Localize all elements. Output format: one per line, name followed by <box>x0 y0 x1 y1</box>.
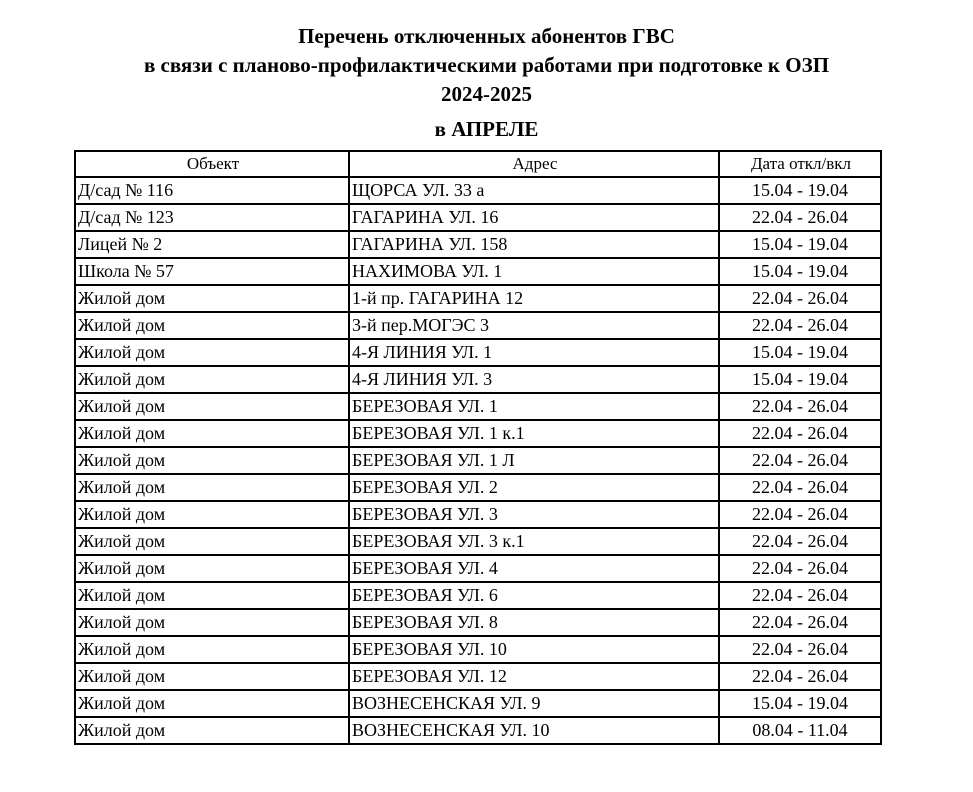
cell-object: Жилой дом <box>75 447 349 474</box>
table-row <box>75 393 881 420</box>
cell-date: 22.04 - 26.04 <box>719 420 881 447</box>
cell-date: 22.04 - 26.04 <box>719 447 881 474</box>
document-title-line-2: в связи с планово-профилактическими работами при подготовке к ОЗП <box>143 53 830 77</box>
cell-object: Жилой дом <box>75 393 349 420</box>
cell-address: БЕРЕЗОВАЯ УЛ. 1 к.1 <box>349 420 719 447</box>
table-row <box>75 177 881 204</box>
document-title-line-1: Перечень отключенных абонентов ГВС <box>298 24 675 48</box>
cell-object: Жилой дом <box>75 663 349 690</box>
table-row <box>75 447 881 474</box>
cell-date: 15.04 - 19.04 <box>719 690 881 717</box>
document-month-heading: в АПРЕЛЕ <box>434 117 539 141</box>
cell-date: 22.04 - 26.04 <box>719 474 881 501</box>
cell-date: 08.04 - 11.04 <box>719 717 881 744</box>
cell-address: ВОЗНЕСЕНСКАЯ УЛ. 9 <box>349 690 719 717</box>
cell-address: 3-й пер.МОГЭС 3 <box>349 312 719 339</box>
cell-address: ВОЗНЕСЕНСКАЯ УЛ. 10 <box>349 717 719 744</box>
cell-address: БЕРЕЗОВАЯ УЛ. 10 <box>349 636 719 663</box>
cell-object: Школа № 57 <box>75 258 349 285</box>
table-row <box>75 582 881 609</box>
cell-address: БЕРЕЗОВАЯ УЛ. 6 <box>349 582 719 609</box>
table-row <box>75 231 881 258</box>
cell-date: 22.04 - 26.04 <box>719 393 881 420</box>
cell-address: БЕРЕЗОВАЯ УЛ. 3 к.1 <box>349 528 719 555</box>
cell-object: Жилой дом <box>75 366 349 393</box>
table-row <box>75 636 881 663</box>
table-row <box>75 204 881 231</box>
cell-address: ЩОРСА УЛ. 33 а <box>349 177 719 204</box>
cell-address: БЕРЕЗОВАЯ УЛ. 4 <box>349 555 719 582</box>
cell-address: БЕРЕЗОВАЯ УЛ. 1 Л <box>349 447 719 474</box>
cell-object: Д/сад № 116 <box>75 177 349 204</box>
cell-date: 22.04 - 26.04 <box>719 663 881 690</box>
table-row <box>75 312 881 339</box>
cell-address: БЕРЕЗОВАЯ УЛ. 12 <box>349 663 719 690</box>
table-row <box>75 339 881 366</box>
cell-object: Жилой дом <box>75 312 349 339</box>
cell-address: 1-й пр. ГАГАРИНА 12 <box>349 285 719 312</box>
cell-date: 15.04 - 19.04 <box>719 258 881 285</box>
cell-object: Жилой дом <box>75 420 349 447</box>
cell-address: 4-Я ЛИНИЯ УЛ. 3 <box>349 366 719 393</box>
cell-address: НАХИМОВА УЛ. 1 <box>349 258 719 285</box>
table-row <box>75 663 881 690</box>
cell-object: Жилой дом <box>75 717 349 744</box>
table-row <box>75 285 881 312</box>
cell-object: Жилой дом <box>75 474 349 501</box>
table-row <box>75 420 881 447</box>
cell-object: Жилой дом <box>75 636 349 663</box>
cell-object: Жилой дом <box>75 609 349 636</box>
cell-date: 22.04 - 26.04 <box>719 204 881 231</box>
cell-object: Жилой дом <box>75 285 349 312</box>
column-header-object: Объект <box>75 151 349 177</box>
column-header-address: Адрес <box>349 151 719 177</box>
cell-date: 15.04 - 19.04 <box>719 339 881 366</box>
cell-object: Лицей № 2 <box>75 231 349 258</box>
cell-address: БЕРЕЗОВАЯ УЛ. 3 <box>349 501 719 528</box>
table-row <box>75 474 881 501</box>
cell-date: 22.04 - 26.04 <box>719 555 881 582</box>
cell-date: 22.04 - 26.04 <box>719 285 881 312</box>
cell-address: 4-Я ЛИНИЯ УЛ. 1 <box>349 339 719 366</box>
cell-date: 15.04 - 19.04 <box>719 366 881 393</box>
table-row <box>75 501 881 528</box>
cell-object: Жилой дом <box>75 582 349 609</box>
cell-address: ГАГАРИНА УЛ. 158 <box>349 231 719 258</box>
cell-object: Д/сад № 123 <box>75 204 349 231</box>
cell-date: 15.04 - 19.04 <box>719 177 881 204</box>
table-row <box>75 555 881 582</box>
table-row <box>75 690 881 717</box>
table-row <box>75 717 881 744</box>
document-title-line-3: 2024-2025 <box>441 82 532 106</box>
table-body <box>75 177 881 744</box>
table-header-row <box>75 151 881 177</box>
table-row <box>75 528 881 555</box>
cell-date: 22.04 - 26.04 <box>719 501 881 528</box>
cell-date: 15.04 - 19.04 <box>719 231 881 258</box>
table-row <box>75 609 881 636</box>
cell-address: БЕРЕЗОВАЯ УЛ. 1 <box>349 393 719 420</box>
cell-address: ГАГАРИНА УЛ. 16 <box>349 204 719 231</box>
cell-object: Жилой дом <box>75 690 349 717</box>
cell-object: Жилой дом <box>75 501 349 528</box>
cell-object: Жилой дом <box>75 528 349 555</box>
table-row <box>75 258 881 285</box>
column-header-date: Дата откл/вкл <box>719 151 881 177</box>
cell-date: 22.04 - 26.04 <box>719 312 881 339</box>
cell-date: 22.04 - 26.04 <box>719 582 881 609</box>
cell-object: Жилой дом <box>75 339 349 366</box>
cell-date: 22.04 - 26.04 <box>719 528 881 555</box>
outage-table <box>74 150 882 745</box>
cell-date: 22.04 - 26.04 <box>719 609 881 636</box>
cell-date: 22.04 - 26.04 <box>719 636 881 663</box>
cell-address: БЕРЕЗОВАЯ УЛ. 8 <box>349 609 719 636</box>
cell-address: БЕРЕЗОВАЯ УЛ. 2 <box>349 474 719 501</box>
cell-object: Жилой дом <box>75 555 349 582</box>
table-row <box>75 366 881 393</box>
